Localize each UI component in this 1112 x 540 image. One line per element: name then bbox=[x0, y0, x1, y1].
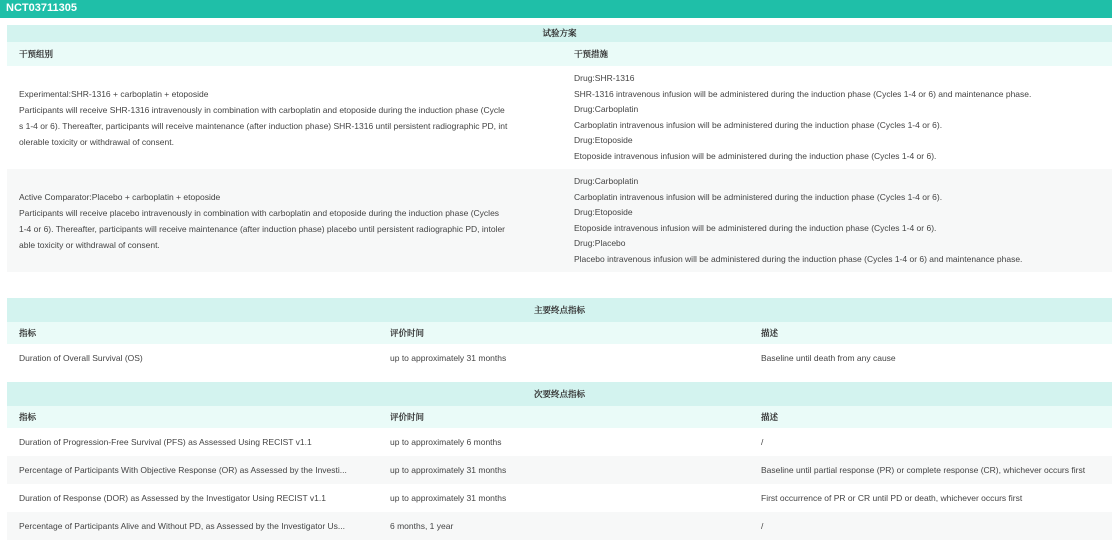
secondary-endpoints-title: 次要终点指标 bbox=[7, 382, 1112, 406]
col-header-metric: 指标 bbox=[19, 412, 37, 422]
metric-cell: Duration of Progression-Free Survival (PFS) as Assessed Using RECIST v1.1 bbox=[19, 437, 312, 447]
intervention-line: Placebo intravenous infusion will be administered during the induction phase (Cycles 1-4 or 6) and maintenance phase. bbox=[574, 253, 1023, 264]
col-header-time: 评价时间 bbox=[390, 328, 425, 338]
arms-column-headers bbox=[7, 42, 1112, 66]
table-row bbox=[7, 512, 1112, 540]
time-cell: up to approximately 31 months bbox=[390, 493, 507, 503]
desc-cell: / bbox=[761, 521, 764, 531]
desc-cell: Baseline until death from any cause bbox=[761, 353, 896, 363]
metric-cell: Duration of Response (DOR) as Assessed by the Investigator Using RECIST v1.1 bbox=[19, 493, 326, 503]
desc-cell: / bbox=[761, 437, 764, 447]
intervention-line: Drug:Carboplatin bbox=[574, 176, 639, 186]
table-row bbox=[7, 428, 1112, 456]
intervention-line: Carboplatin intravenous infusion will be administered during the induction phase (Cycles 1-4 or 6). bbox=[574, 191, 943, 202]
desc-cell: Baseline until partial response (PR) or complete response (CR), whichever occurs first bbox=[761, 465, 1086, 475]
intervention-line: Etoposide intravenous infusion will be administered during the induction phase (Cycles 1-4 or 6). bbox=[574, 222, 937, 233]
col-header-metric: 指标 bbox=[19, 328, 37, 338]
intervention-line: SHR-1316 intravenous infusion will be administered during the induction phase (Cycles 1-4 or 6) and maintenance phase. bbox=[574, 88, 1032, 99]
time-cell: up to approximately 31 months bbox=[390, 353, 507, 363]
table-row bbox=[7, 344, 1112, 372]
secondary-column-headers bbox=[7, 406, 1112, 428]
intervention-line: Drug:Etoposide bbox=[574, 135, 633, 145]
table-row bbox=[7, 484, 1112, 512]
col-header-time: 评价时间 bbox=[390, 412, 425, 422]
col-header-desc: 描述 bbox=[761, 328, 779, 338]
intervention-line: Drug:Etoposide bbox=[574, 207, 633, 217]
primary-column-headers bbox=[7, 322, 1112, 344]
time-cell: 6 months, 1 year bbox=[390, 521, 454, 531]
trial-id-header bbox=[0, 0, 1112, 18]
table-row bbox=[7, 456, 1112, 484]
arm-interventions bbox=[569, 71, 1112, 164]
col-header-desc: 描述 bbox=[761, 412, 779, 422]
trial-id: NCT03711305 bbox=[6, 2, 77, 14]
secondary-endpoints-table bbox=[7, 382, 1112, 540]
intervention-line: Drug:Carboplatin bbox=[574, 104, 639, 114]
time-cell: up to approximately 31 months bbox=[390, 465, 507, 475]
metric-cell: Percentage of Participants Alive and Without PD, as Assessed by the Investigator Us... bbox=[19, 521, 346, 531]
arm-group-description: Experimental:SHR-1316 + carboplatin + etoposide Participants will receive SHR-1316 intravenously in combination with carboplatin and etoposide during the induction phase (Cycle s 1-4 or 6). Thereafter, participants will receive maintenance (after induction phase) SHR-1316 until persistent radiographic PD, int olerable toxicity or withdrawal of consent. bbox=[19, 88, 508, 147]
intervention-line: Carboplatin intravenous infusion will be administered during the induction phase (Cycles 1-4 or 6). bbox=[574, 119, 943, 130]
arms-section-title: 试验方案 bbox=[7, 25, 1112, 42]
col-header-intervention: 干预措施 bbox=[574, 49, 609, 59]
arm-group-description: Active Comparator:Placebo + carboplatin + etoposide Participants will receive placebo intravenously in combination with carboplatin and etoposide during the induction phase (Cycles 1-4 or 6). Thereafter, participants will receive maintenance (after induction phase) placebo until persistent radiographic PD, intoler able toxicity or withdrawal of consent. bbox=[19, 191, 506, 250]
primary-endpoints-table bbox=[7, 298, 1112, 372]
col-header-group: 干预组别 bbox=[19, 49, 54, 59]
arm-row bbox=[7, 169, 1112, 272]
arm-row bbox=[7, 66, 1112, 169]
desc-cell: First occurrence of PR or CR until PD or death, whichever occurs first bbox=[761, 493, 1023, 503]
arm-interventions bbox=[569, 174, 1112, 267]
intervention-line: Etoposide intravenous infusion will be administered during the induction phase (Cycles 1-4 or 6). bbox=[574, 150, 937, 161]
metric-cell: Duration of Overall Survival (OS) bbox=[19, 353, 143, 363]
metric-cell: Percentage of Participants With Objective Response (OR) as Assessed by the Investi... bbox=[19, 465, 347, 475]
arms-table bbox=[7, 25, 1112, 272]
primary-endpoints-title: 主要终点指标 bbox=[7, 298, 1112, 322]
intervention-line: Drug:SHR-1316 bbox=[574, 73, 635, 83]
time-cell: up to approximately 6 months bbox=[390, 437, 502, 447]
intervention-line: Drug:Placebo bbox=[574, 238, 626, 248]
